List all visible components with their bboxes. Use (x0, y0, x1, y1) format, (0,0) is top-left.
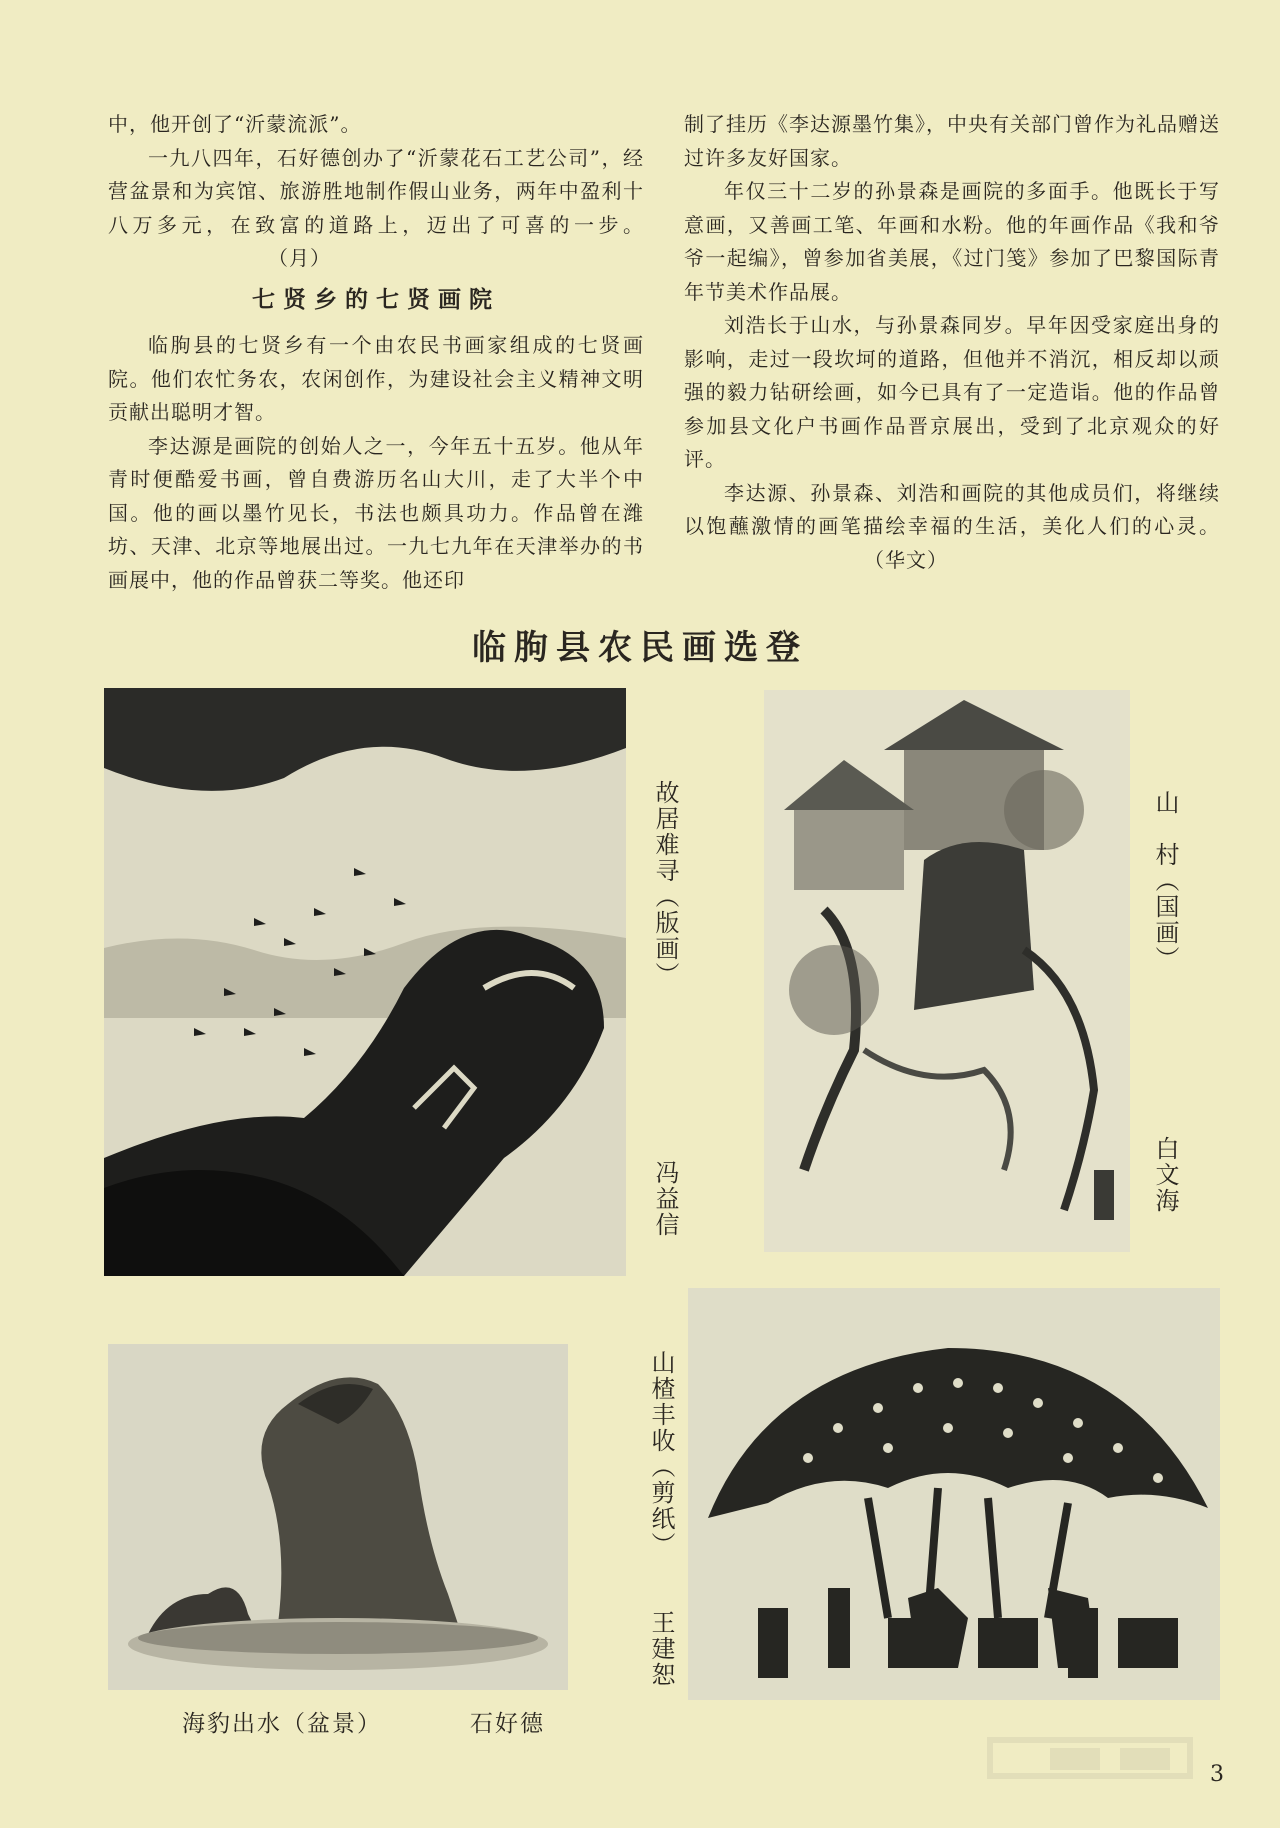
woodcut-print-graphic (104, 688, 626, 1276)
woodcut-print-artist: 冯益信 (651, 1160, 679, 1238)
bonsai-photo-artist: 石好德 (470, 1711, 545, 1737)
right-column (684, 108, 1220, 577)
page-number: 3 (1210, 1762, 1224, 1787)
woodcut-print-image (104, 688, 626, 1276)
left-paragraph-1: 中，他开创了“沂蒙流派”。 (108, 112, 362, 136)
bonsai-photo-image (108, 1344, 568, 1690)
watermark-graphic (980, 1730, 1210, 1800)
left-paragraph-3: 临朐县的七贤乡有一个由农民书画家组成的七贤画院。他们农忙务农，农闲创作，为建设社会主义精神文明贡献出聪明才智。 (108, 333, 644, 424)
gallery-section-title: 临朐县农民画选登 (472, 628, 808, 668)
bonsai-photo-graphic (108, 1344, 568, 1690)
ink-painting-image (764, 690, 1130, 1252)
left-paragraph-4: 李达源是画院的创始人之一，今年五十五岁。他从年青时便酷爱书画，曾自费游历名山大川，走了大半个中国。他的画以墨竹见长，书法也颇具功力。作品曾在潍坊、天津、北京等地展出过。一九七九年在天津举办的书画展中，他的作品曾获二等奖。他还印 (108, 433, 644, 592)
bonsai-photo-caption: 海豹出水（盆景） (182, 1711, 382, 1737)
ink-painting-graphic (764, 690, 1130, 1252)
left-paragraph-2-signature: （月） (268, 246, 331, 270)
woodcut-print-caption: 故居难寻（版画） (651, 780, 679, 988)
paper-cut-graphic (688, 1288, 1220, 1700)
right-paragraph-4 (684, 477, 1220, 578)
right-paragraph-4-text: 李达源、孙景森、刘浩和画院的其他成员们，将继续以饱蘸激情的画笔描绘幸福的生活，美化人们的心灵。 (684, 480, 1220, 538)
right-paragraph-2: 年仅三十二岁的孙景森是画院的多面手。他既长于写意画，又善画工笔、年画和水粉。他的年画作品《我和爷爷一起编》，曾参加省美展，《过门笺》参加了巴黎国际青年节美术作品展。 (684, 179, 1220, 304)
paper-cut-image (688, 1288, 1220, 1700)
left-paragraph-2-text: 一九八四年，石好德创办了“沂蒙花石工艺公司”，经营盆景和为宾馆、旅游胜地制作假山业务，两年中盈利十八万多元，在致富的道路上，迈出了可喜的一步。 (108, 145, 644, 237)
ink-painting-artist: 白文海 (1151, 1136, 1179, 1214)
right-paragraph-1: 制了挂历《李达源墨竹集》，中央有关部门曾作为礼品赠送过许多友好国家。 (684, 112, 1220, 170)
right-paragraph-3: 刘浩长于山水，与孙景森同岁。早年因受家庭出身的影响，走过一段坎坷的道路，但他并不消沉，相反却以顽强的毅力钻研绘画，如今已具有了一定造诣。他的作品曾参加县文化户书画作品晋京展出，受到了北京观众的好评。 (684, 313, 1220, 471)
left-column (108, 108, 644, 597)
publisher-watermark-logo (980, 1730, 1210, 1800)
paper-cut-artist: 王建恕 (647, 1610, 675, 1688)
paper-cut-caption: 山楂丰收（剪纸） (647, 1350, 675, 1558)
right-paragraph-4-signature: （华文） (864, 547, 948, 572)
article-subheading: 七贤乡的七贤画院 (252, 286, 500, 313)
left-paragraph-2 (108, 142, 644, 276)
ink-painting-caption: 山 村（国画） (1151, 790, 1179, 972)
